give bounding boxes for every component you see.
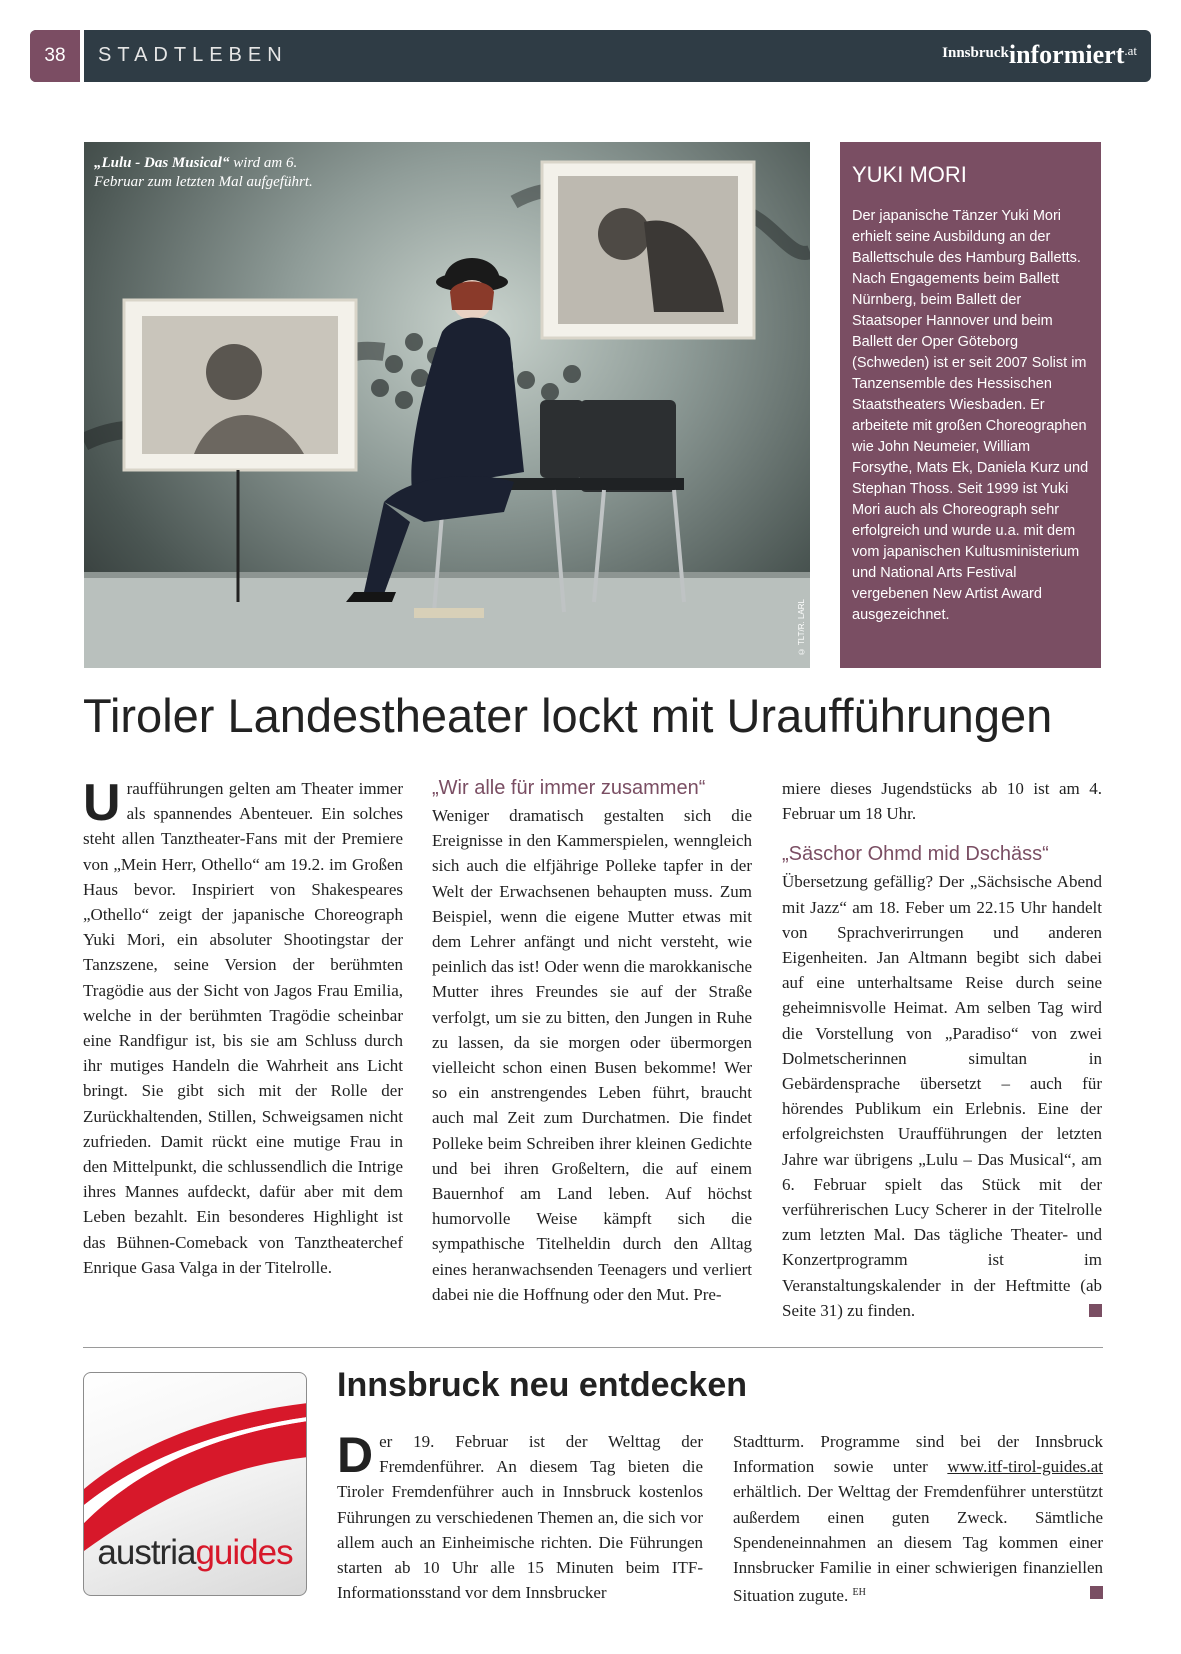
article2-column-1-text: er 19. Februar ist der Welttag der Fremdenführer. An diesem Tag bieten die Tiroler Fremdenführer auch in Innsbruck kostenlos Führungen zu verschiedenen Themen an, die sich vor allem auch an Einheimische richten. Die Führungen starten ab 10 Uhr alle 15 Minuten beim ITF-Informationsstand vor dem Innsbrucker [337, 1432, 703, 1603]
photo-caption: „Lulu - Das Musical“ wird am 6. Februar zum letzten Mal aufgeführt. [94, 155, 313, 190]
article-column-1 [83, 776, 403, 1280]
drop-cap-2: D [337, 1427, 374, 1483]
guides-website-link[interactable]: www.itf-tirol-guides.at [947, 1457, 1103, 1477]
end-mark-icon [1089, 1304, 1102, 1317]
column-3-text: Übersetzung gefällig? Der „Sächsische Abend mit Jazz“ am 18. Feber um 22.15 Uhr handelt von Sprachverirrungen und anderen Eigenheiten. Jan Altmann begibt sich dabei auf eine unterhaltsame Reise durch seine geheimnisvolle Heimat. Am selben Tag wird die Vorstellung von „Paradiso“ von zwei Dolmetscherinnen simultan in Gebärdensprache übersetzt – auch für hörendes Publikum ein Erlebnis. Eine der erfolgreichsten Uraufführungen der letzten Jahre war übrigens „Lulu – Das Musical“, am 6. Februar spielt das Stück mit der verführerischen Lucy Scherer in der Titelrolle zum letzten Mal. Das tägliche Theater- und Konzertprogramm ist im Veranstaltungskalender in der Heftmitte (ab Seite 31) zu finden. [782, 872, 1102, 1320]
subheading-1: „Wir alle für immer zusammen“ [432, 777, 706, 799]
drop-cap: U [83, 774, 121, 832]
article-column-3 [782, 776, 1102, 1323]
stage-photo-illustration [84, 142, 810, 668]
article2-column-2 [733, 1429, 1103, 1608]
end-mark-icon-2 [1090, 1586, 1103, 1599]
brand-logo [942, 40, 1137, 70]
logo-wordmark: austriaguides [97, 1533, 293, 1572]
column-2-text: Weniger dramatisch gestalten sich die Ereignisse in den Kammerspielen, wenngleich sich auch die elfjährige Polleke tapfer in der Welt der Erwachsenen behaupten muss. Zum Beispiel, wenn die eigene Mutter etwas mit dem Lehrer anfängt und nicht versteht, wie peinlich das ist! Oder wenn die marokkanische Mutter ihres Freundes sie auf der Straße verfolgt, um sie zu bitten, den Jungen in Ruhe zu lassen, da sie morgen oder übermorgen vielleicht schon einen Busen bekomme! Wer so ein anstrengendes Leben führt, braucht auch mal Zeit zum Durchatmen. Die findet Polleke beim Schreiben ihrer kleinen Gedichte und bei ihren Großeltern, die auf einem Bauernhof am Land leben. Auf höchst humorvolle Weise kämpft sich die sympathische Titelheldin durch den Alltag eines heranwachsenden Teenagers und verliert dabei nie die Hoffnung oder den Mut. Pre- [432, 806, 752, 1304]
article2-column-2-text-before: Stadtturm. Programme sind bei der Innsbruck Information sowie unter [733, 1432, 1103, 1477]
article-column-2 [432, 776, 752, 1307]
page-header [30, 30, 1151, 82]
austriaguides-logo [83, 1372, 307, 1596]
subheading-2: „Säschor Ohmd mid Dschäss“ [782, 843, 1049, 866]
info-box-text: Der japanische Tänzer Yuki Mori erhielt seine Ausbildung an der Ballettschule des Hamburg Balletts. Nach Engagements beim Ballett Nürnberg, beim Ballett der Staatsoper Hannover und beim Ballett der Oper Göteborg (Schweden) ist er seit 2007 Solist im Tanzensemble des Hessischen Staatstheaters Wiesbaden. Er arbeitete mit großen Choreographen wie John Neumeier, William Forsythe, Mats Ek, Daniela Kurz und Stephan Thoss. Seit 1999 ist Yuki Mori auch als Choreograph sehr erfolgreich und wurde u.a. mit dem vom japanischen Kultusministerium und National Arts Festival vergebenen New Artist Award ausgezeichnet. [852, 208, 1089, 623]
stage-photo [84, 142, 810, 668]
section-title: STADTLEBEN [98, 44, 288, 66]
section-divider [83, 1347, 1103, 1348]
article2-column-1 [337, 1429, 703, 1605]
page-number: 38 [30, 30, 80, 82]
header-separator [80, 30, 84, 82]
article2-column-2-text-after: erhältlich. Der Welttag der Fremdenführer unterstützt außerdem einen guten Zweck. Sämtliche Spendeneinnahmen an diesem Tag kommen einer Innsbrucker Familie in einer schwierigen finanziellen Situation zugute. [733, 1482, 1103, 1606]
brand-main: informiert [1008, 40, 1125, 69]
photo-credit: © TLT/R. LARL [797, 598, 806, 656]
column-1-text: raufführungen gelten am Theater immer als spannendes Abenteuer. Ein solches steht allen Tanztheater-Fans mit der Premiere von „Mein Herr, Othello“ am 19.2. im Großen Haus bevor. Inspiriert von Shakespeares „Othello“ zeigt der japanische Choreograph Yuki Mori, ein absoluter Shootingstar der Tanzszene, seine Version der berühmten Tragödie aus der Sicht von Jagos Frau Emilia, welche in der berühmten Tragödie scheinbar eine Randfigur ist, bis sie am Schluss durch ihr mutiges Handeln die Wahrheit ans Licht bringt. Sie gibt sich mit der Rolle der Zurückhaltenden, Stillen, Schweigsamen nicht zufrieden. Damit rückt eine mutige Frau in den Mittelpunkt, die schlussendlich die Intrige ihres Mannes aufdeckt, dafür aber mit dem Leben bezahlt. Ein besonderes Highlight ist das Bühnen-Comeback von Tanztheaterchef Enrique Gasa Valga in der Titelrolle. [83, 779, 403, 1277]
info-box-yuki-mori [840, 142, 1101, 668]
author-signature: EH [852, 1587, 866, 1599]
article2-headline: Innsbruck neu entdecken [337, 1366, 747, 1404]
article-headline: Tiroler Landestheater lockt mit Uraufführungen [83, 689, 1053, 742]
brand-suffix: .at [1124, 43, 1137, 58]
info-box-title: YUKI MORI [852, 162, 967, 187]
column-3-intro: miere dieses Jugendstücks ab 10 ist am 4. Februar um 18 Uhr. [782, 779, 1102, 824]
brand-small: Innsbruck [942, 45, 1009, 61]
